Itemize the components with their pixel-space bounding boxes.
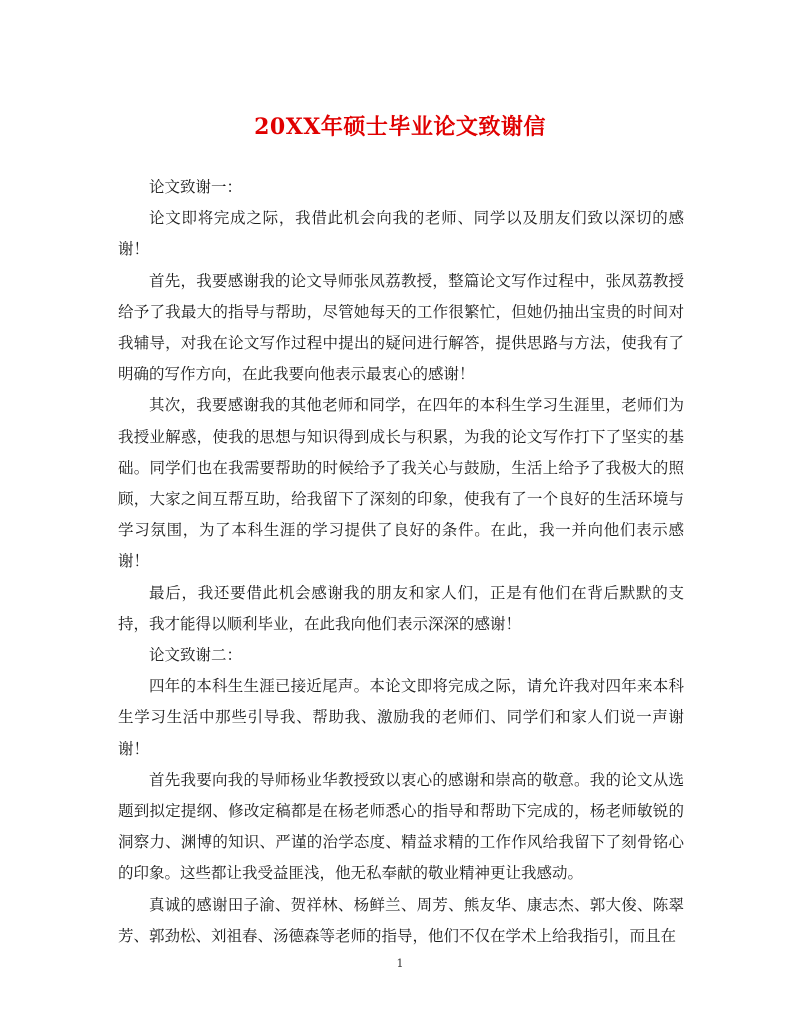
section-heading-1: 论文致谢一： bbox=[149, 178, 243, 196]
paragraph: 四年的本科生生涯已接近尾声。本论文即将完成之际，请允许我对四年来本科生学习生活中那些引导我、帮助我、激励我的老师们、同学们和家人们说一声谢谢！ bbox=[118, 677, 684, 758]
section-heading-2: 论文致谢二： bbox=[149, 646, 243, 665]
document-body bbox=[118, 172, 684, 952]
paragraph: 论文即将完成之际，我借此机会向我的老师、同学以及朋友们致以深切的感谢！ bbox=[118, 209, 684, 259]
paragraph: 最后，我还要借此机会感谢我的朋友和家人们，正是有他们在背后默默的支持，我才能得以顺利毕业，在此我向他们表示深深的感谢！ bbox=[118, 583, 684, 633]
paragraph: 首先我要向我的导师杨业华教授致以衷心的感谢和崇高的敬意。我的论文从选题到拟定提纲、修改定稿都是在杨老师悉心的指导和帮助下完成的，杨老师敏锐的洞察力、渊博的知识、严谨的治学态度、精益求精的工作作风给我留下了刻骨铭心的印象。这些都让我受益匪浅，他无私奉献的敬业精神更让我感动。 bbox=[118, 770, 684, 883]
paragraph: 其次，我要感谢我的其他老师和同学，在四年的本科生学习生涯里，老师们为我授业解惑，使我的思想与知识得到成长与积累，为我的论文写作打下了坚实的基础。同学们也在我需要帮助的时候给予了我关心与鼓励，生活上给予了我极大的照顾，大家之间互帮互助，给我留下了深刻的印象，使我有了一个良好的生活环境与学习氛围，为了本科生涯的学习提供了良好的条件。在此，我一并向他们表示感谢！ bbox=[118, 396, 684, 571]
paragraph: 真诚的感谢田子渝、贺祥林、杨鲜兰、周芳、熊友华、康志杰、郭大俊、陈翠芳、郭劲松、刘祖春、汤德森等老师的指导，他们不仅在学术上给我指引，而且在 bbox=[118, 895, 684, 945]
page-title: 20XX年硕士毕业论文致谢信 bbox=[254, 114, 546, 140]
paragraph: 首先，我要感谢我的论文导师张凤荔教授，整篇论文写作过程中，张凤荔教授给予了我最大的指导与帮助，尽管她每天的工作很繁忙，但她仍抽出宝贵的时间对我辅导，对我在论文写作过程中提出的疑问进行解答，提供思路与方法，使我有了明确的写作方向，在此我要向他表示最衷心的感谢！ bbox=[118, 271, 684, 384]
page-number: 1 bbox=[396, 957, 404, 970]
